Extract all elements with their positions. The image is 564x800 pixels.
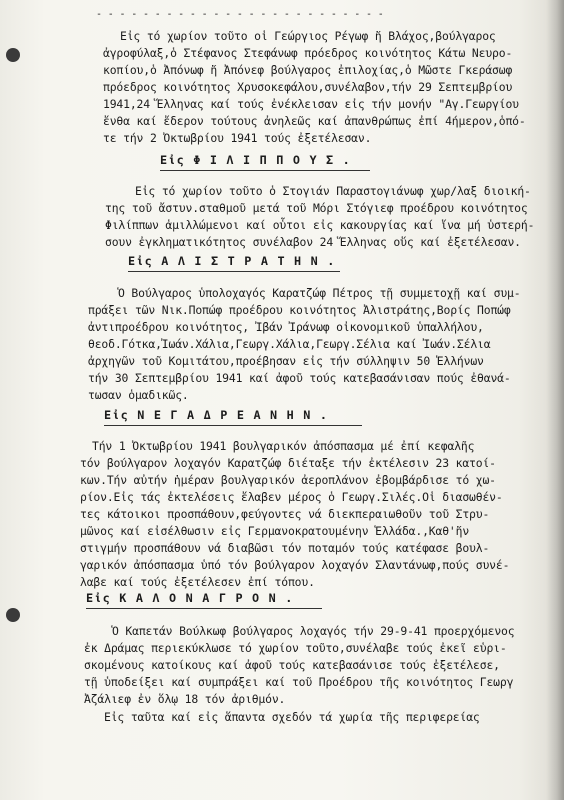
para1-line-4: πρόεδρος κοινότητος Χρυσοκεφάλου,συνέλαβον,τήν 29 Σεπτεμβρίου <box>103 80 513 94</box>
para3-line-4: θεοδ.Γότκα,Ἰωάν.Χάλια,Γεωργ.Χάλια,Γεωργ.Σέλια καί Ἰωάν.Σέλια <box>88 337 491 351</box>
page-edge-shadow <box>546 0 564 800</box>
punch-hole-top <box>6 48 20 62</box>
para3-line-2: πράξει τῶν Νικ.Ποπώφ προέδρου κοινότητος Ἀλιστράτης,Βορίς Ποπώφ <box>88 303 511 317</box>
para2-line-4: σουν ἐγκληματικότητος συνέλαβον 24 Ἕλληνας οὕς καί ἐξετέλεσαν. <box>105 235 521 249</box>
punch-hole-bottom <box>6 608 20 622</box>
para3-line-3: ἀντιπροέδρου κοινότητος, Ἰβάν Ἰράνωφ οἰκονομικοῦ ὑπαλλήλου, <box>88 320 484 334</box>
para1-line-6: ἔνθα καί ἔδερον τούτους ἀνηλεῶς καί ἀπανθρώπως ἐπί 4ήμερον,ὁπό- <box>103 114 526 128</box>
para4-line-9: λαβε καί τούς ἐξετέλεσεν ἐπί τόπου. <box>80 575 315 589</box>
para5-line-2: ἐκ Δράμας περιεκύκλωσε τό χωρίον τοῦτο,συνέλαβε τούς ἐκεῖ εὑρι- <box>84 641 507 655</box>
section-heading-filippous: Εἰς Φ Ι Λ Ι Π Π Ο Υ Σ . <box>160 153 351 167</box>
para1-line-1: Εἰς τό χωρίον τοῦτο οἱ Γεώργιος Ρέγωφ ἤ Βλάχος,βούλγαρος <box>120 29 496 43</box>
section-heading-negadreanin: Εἰς Ν Ε Γ Α Δ Ρ Ε Α Ν Η Ν . <box>104 408 329 422</box>
para5-line-3: σκομένους κατοίκους καί ἀφοῦ τούς κατεβασάνισε τούς ἐξετέλεσε, <box>84 658 500 672</box>
para3-line-5: ἀρχηγῶν τοῦ Κομιτάτου,προέβησαν εἰς τήν σύλληψιν 50 Ἑλλήνων <box>88 354 484 368</box>
para4-line-5: τες κάτοικοι προσπάθουν,φεύγοντες νά διεκπεραιωθοῦν τοῦ Στρυ- <box>80 507 490 521</box>
para2-line-1: Εἰς τό χωρίον τοῦτο ὁ Στογιάν Παραστογιάνωφ χωρ/λαξ διοική- <box>135 184 531 198</box>
heading-underline <box>104 425 362 426</box>
para4-line-8: γαρικόν ἀπόσπασμα ὑπό τόν βούλγαρον λοχαγόν Σλαντάνωφ,πούς συνέ- <box>80 558 510 572</box>
para4-line-2: τόν βούλγαρον λοχαγόν Καρατζώφ διέταξε τήν ἐκτέλεσιν 23 κατοί- <box>80 456 496 470</box>
para5-line-6: Εἰς ταῦτα καί εἰς ἅπαντα σχεδόν τά χωρία τῆς περιφερείας <box>104 710 480 724</box>
para4-line-7: στιγμήν προσπάθουν νά διαβῶσι τόν ποταμόν τούς κατέφασε βουλ- <box>80 541 490 555</box>
para4-line-1: Τήν 1 Ὀκτωβρίου 1941 βουλγαρικόν ἀπόσπασμα μέ ἐπί κεφαλῆς <box>92 439 475 453</box>
para5-line-4: τῇ ὑποδείξει καί συμπράξει καί τοῦ Προέδρου τῆς κοινότητος Γεωργ <box>84 675 514 689</box>
para5-line-5: Ἀζάλιεφ ἐν ὅλῳ 18 τόν ἀριθμόν. <box>84 692 286 706</box>
section-heading-alistratin: Εἰς Α Λ Ι Σ Τ Ρ Α Τ Η Ν . <box>128 254 336 268</box>
para1-line-2: ἀγροφύλαξ,ὁ Στέφανος Στεφάνωφ πρόεδρος κοινότητος Κάτω Νευρο- <box>103 46 513 60</box>
para1-line-3: κοπίου,ὁ Ἀπόνωφ ἤ Ἀπόνεφ βούλγαρος ἐπιλοχίας,ὁ Μῶστε Γκεράσωφ <box>103 63 513 77</box>
para4-line-3: κων.Τήν αὐτήν ἡμέραν βουλγαρικόν ἀεροπλάνον ἐβομβάρδισε τό χω- <box>80 473 496 487</box>
para5-line-1: Ὁ Καπετάν Βούλκωφ βούλγαρος λοχαγός τήν 29-9-41 προερχόμενος <box>112 624 515 638</box>
para2-line-3: Φιλίππων ἁμιλλώμενοι καί οὗτοι εἰς κακουργίας καί ἵνα μή ὑστερή- <box>105 218 535 232</box>
para1-line-7: τε τήν 2 Ὀκτωβρίου 1941 τούς ἐξετέλεσαν. <box>103 131 372 145</box>
para3-line-1: Ὁ Βούλγαρος ὑπολοχαγός Καρατζώφ Πέτρος τῇ συμμετοχῇ καί συμ- <box>118 286 521 300</box>
para4-line-6: μῶνος καί εἰσέλθωσιν εἰς Γερμανοκρατουμένην Ἑλλάδα.,Καθ'ἥν <box>80 524 470 538</box>
para1-line-5: 1941,24 Ἕλληνας καί τούς ἐνέκλεισαν εἰς τήν μονήν "Αγ.Γεωργίου <box>103 97 519 111</box>
top-dashed-rule: - - - - - - - - - - - - - - - - - - - - - - - - - <box>96 9 384 20</box>
para3-line-7: τωσαν ὁμαδικῶς. <box>88 388 189 402</box>
heading-underline <box>160 170 370 171</box>
para3-line-6: τήν 30 Σεπτεμβρίου 1941 καί ἀφοῦ τούς κατεβασάνισαν πούς ἐθανά- <box>88 371 511 385</box>
heading-underline <box>86 608 322 609</box>
section-heading-kalon-agron: Εἰς Κ Α Λ Ο Ν Α Γ Ρ Ο Ν . <box>86 591 294 605</box>
para2-line-2: της τοῦ ἄστυν.σταθμοῦ μετά τοῦ Μόρι Στόγιεφ προέδρου κοινότητος <box>105 201 528 215</box>
heading-underline <box>128 271 340 272</box>
para4-line-4: ρίον.Εἰς τάς ἐκτελέσεις ἔλαβεν μέρος ὁ Γεωργ.Σιλές.Οἱ διασωθέν- <box>80 490 503 504</box>
